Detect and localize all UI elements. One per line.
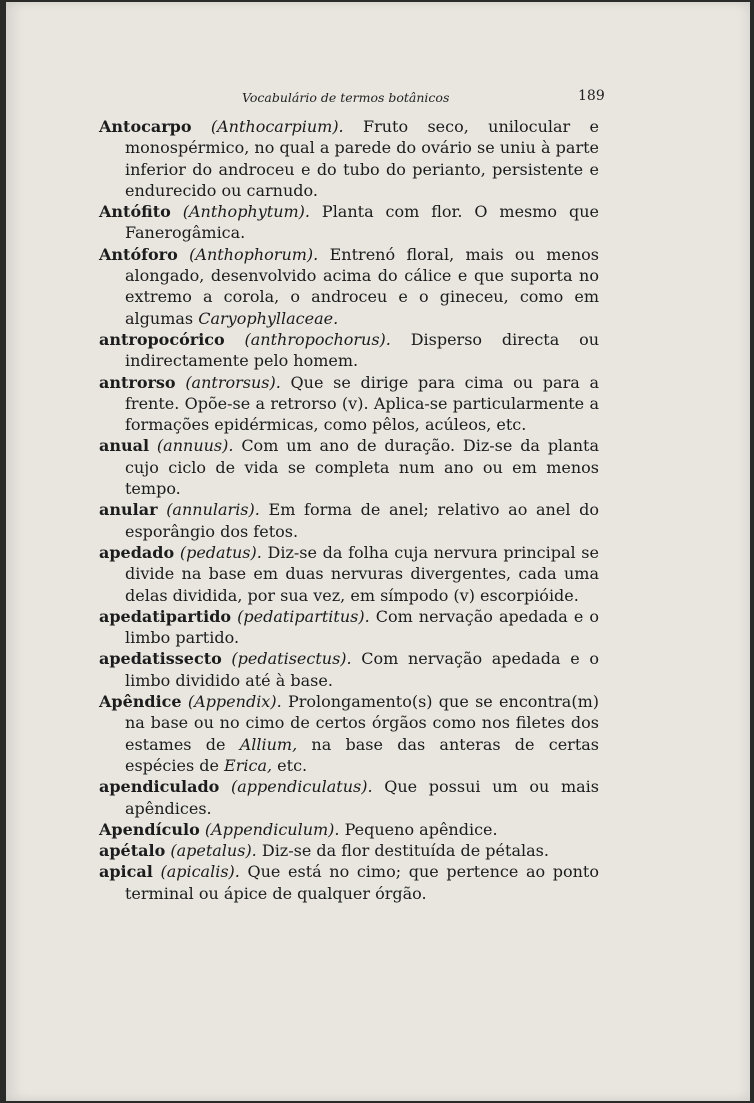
entry-term: Antóforo	[99, 244, 178, 264]
entry-latin-name: (pedatus).	[179, 542, 262, 562]
entry-antocarpo	[99, 116, 599, 201]
entry-emphasis: Allium,	[239, 734, 298, 754]
entry-apendiculado	[99, 776, 599, 819]
entry-definition: Com nervação apedada e o limbo partido.	[125, 606, 599, 648]
entry-definition: na base das anteras de certas espécies de	[125, 734, 600, 775]
entry-definition: Fruto seco, unilocular e monospérmico, no qual a parede do ovário se uniu à parte inferior do androceu e do tubo do perianto, persistente e endurecido ou carnudo.	[125, 117, 599, 200]
entry-latin-name: (anthropochorus).	[244, 329, 391, 349]
entry-definition: Diz-se da folha cuja nervura principal se divide na base em duas nervuras divergentes, cada uma delas dividida, por sua vez, em símpodo (v) escorpióide.	[125, 542, 599, 605]
entry-emphasis: Caryophyllaceae.	[198, 308, 339, 328]
entry-definition: Diz-se da flor destituída de pétalas.	[261, 841, 549, 861]
entry-definition: Disperso directa ou indirectamente pelo homem.	[125, 329, 599, 371]
entry-definition: etc.	[277, 755, 308, 775]
entry-latin-name: (pedatisectus).	[231, 649, 352, 669]
entry-definition: Entrenó floral, mais ou menos alongado, desenvolvido acima do cálice e que suporta no extremo a corola, o androceu e o gineceu, como em algumas	[125, 244, 600, 328]
entry-antofito	[99, 201, 599, 244]
entry-apical	[99, 861, 599, 904]
entry-term: apendiculado	[99, 777, 220, 797]
entry-term: Antófito	[99, 202, 171, 222]
entry-anual	[99, 435, 599, 499]
entry-latin-name: (annuus).	[156, 436, 234, 456]
entry-apedatissecto	[99, 648, 599, 691]
entry-term: Apêndice	[99, 692, 182, 712]
book-page	[6, 2, 750, 1101]
entry-apendiculo	[99, 819, 599, 840]
entry-antropocorico	[99, 329, 599, 372]
entry-apetalo	[99, 840, 599, 861]
entry-definition: Prolongamento(s) que se encontra(m) na base ou no cimo de certos órgãos como nos filetes dos estames de	[125, 692, 599, 754]
entry-term: apétalo	[99, 841, 166, 861]
entry-definition: Que possui um ou mais apêndices.	[125, 777, 599, 818]
entry-latin-name: (Anthocarpium).	[210, 117, 344, 136]
entry-anular	[99, 499, 599, 542]
entry-definition: Em forma de anel; relativo ao anel do esporângio dos fetos.	[125, 500, 599, 541]
page-number: 189	[578, 88, 605, 104]
page-header	[6, 88, 750, 110]
running-title: Vocabulário de termos botânicos	[242, 90, 450, 105]
entry-apedatipartido	[99, 606, 599, 649]
entry-term: apical	[99, 862, 153, 882]
entry-latin-name: (pedatipartitus).	[237, 606, 370, 626]
entry-term: Apendículo	[99, 819, 200, 839]
glossary-entries	[99, 116, 599, 904]
entry-term: Antocarpo	[99, 117, 192, 136]
entry-latin-name: (Anthophorum).	[189, 244, 319, 264]
entry-definition: Com nervação apedada e o limbo dividido até à base.	[125, 649, 599, 690]
entry-term: anual	[99, 436, 150, 456]
entry-latin-name: (apicalis).	[160, 862, 240, 882]
entry-antoforo	[99, 244, 599, 329]
entry-definition: Que se dirige para cima ou para a frente. Opõe-se a retrorso (v). Aplica-se particularmente a formações epidérmicas, como pêlos, acúleos, etc.	[125, 372, 599, 435]
entry-definition: Planta com flor. O mesmo que Fanerogâmica.	[125, 202, 599, 243]
entry-antrorso	[99, 372, 599, 436]
entry-latin-name: (Anthophytum).	[182, 202, 311, 222]
entry-definition: Que está no cimo; que pertence ao ponto terminal ou ápice de qualquer órgão.	[125, 862, 599, 903]
entry-definition: Com um ano de duração. Diz-se da planta cujo ciclo de vida se completa num ano ou em menos tempo.	[125, 436, 599, 499]
entry-term: apedatissecto	[99, 649, 222, 669]
entry-term: apedatipartido	[99, 606, 232, 626]
entry-term: antrorso	[99, 372, 176, 392]
entry-term: anular	[99, 500, 158, 520]
entry-definition: Pequeno apêndice.	[344, 819, 498, 839]
entry-latin-name: (Appendiculum).	[204, 819, 340, 839]
entry-latin-name: (Appendix).	[187, 692, 282, 712]
entry-term: apedado	[99, 542, 175, 562]
entry-apendice	[99, 691, 599, 776]
entry-emphasis: Erica,	[224, 755, 273, 775]
entry-latin-name: (appendiculatus).	[230, 777, 373, 797]
entry-latin-name: (annularis).	[166, 500, 260, 520]
entry-term: antropocórico	[99, 329, 225, 349]
entry-apedado	[99, 542, 599, 606]
entry-latin-name: (antrorsus).	[185, 372, 281, 392]
entry-latin-name: (apetalus).	[170, 841, 257, 861]
